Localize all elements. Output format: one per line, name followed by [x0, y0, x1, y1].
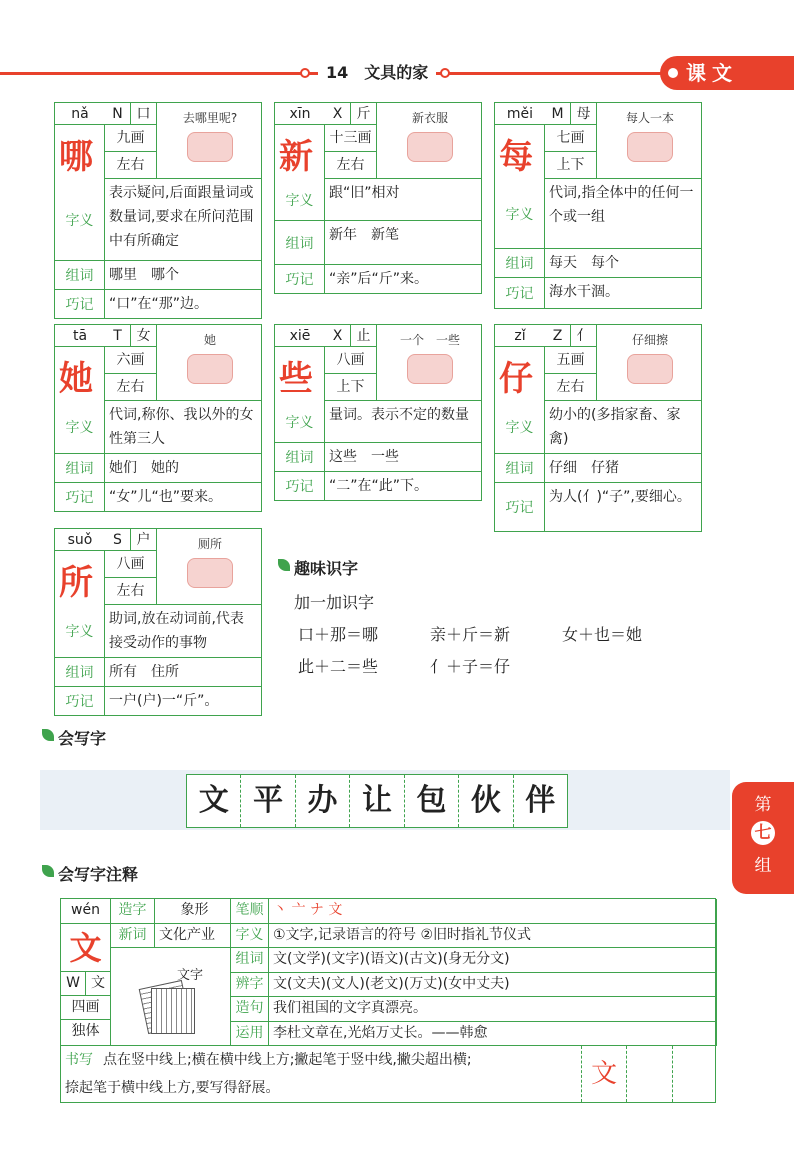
card-label-meaning: 字义	[55, 401, 105, 453]
card-row-words	[55, 454, 261, 483]
card-meaning: 助词,放在动词前,代表接受动作的事物	[109, 611, 244, 651]
fun-equation: 亻＋子＝仔	[430, 657, 511, 676]
card-char: 新	[279, 137, 313, 177]
illustration-figure	[407, 132, 453, 162]
card-label-words: 组词	[55, 454, 105, 482]
card-label-words: 组词	[275, 443, 325, 471]
group-tab-label2: 组	[754, 856, 772, 876]
card-words: 所有 住所	[109, 664, 179, 680]
paper-caption: 文字	[177, 968, 204, 983]
section-tab[interactable]: 课文	[660, 56, 794, 90]
note-char: 文	[61, 924, 111, 972]
card-words: 她们 她的	[109, 460, 179, 476]
char-card-suǒ	[54, 528, 262, 716]
group-tab-label: 第	[754, 795, 772, 815]
group-number: 七	[751, 821, 775, 845]
card-row-words	[55, 658, 261, 687]
card-char-cell	[55, 103, 105, 179]
illustration-caption: 一个 一些	[399, 333, 460, 347]
card-char: 仔	[499, 359, 533, 399]
card-header	[55, 103, 261, 179]
card-strokes: 十三画	[325, 125, 377, 152]
card-label-meaning: 字义	[275, 179, 325, 220]
card-row-meaning	[495, 401, 701, 454]
ziyi-label: 字义	[231, 924, 269, 948]
card-label-meaning: 字义	[275, 401, 325, 442]
write-char: 让	[350, 775, 404, 827]
write-char: 平	[241, 775, 295, 827]
zaozi-value: 象形	[155, 899, 231, 924]
card-label-tip: 巧记	[55, 483, 105, 511]
card-row-words	[495, 249, 701, 278]
card-words: 哪里 哪个	[109, 267, 179, 283]
card-radical: 口	[131, 103, 157, 125]
shuxie-row	[61, 1046, 581, 1102]
paper-sheet	[151, 988, 195, 1034]
card-label-tip: 巧记	[55, 290, 105, 318]
card-row-tip	[55, 290, 261, 318]
ziyi-value: ①文字,记录语言的符号 ②旧时指礼节仪式	[269, 924, 717, 948]
lesson-title: 14 文具的家	[318, 60, 436, 83]
shuxie-label: 书写	[65, 1052, 93, 1068]
xinci-value: 文化产业	[155, 924, 231, 948]
card-row-words	[275, 221, 481, 265]
shuxie-text: 点在竖中线上;横在横中线上方;撇起笔于竖中线,撇尖超出横;	[103, 1052, 472, 1068]
illustration-caption: 新衣服	[411, 111, 448, 125]
illustration-figure	[187, 558, 233, 588]
bishun-value: 丶 亠 ナ 文	[269, 899, 717, 924]
card-row-tip	[495, 278, 701, 308]
card-words: 新年 新笔	[329, 227, 399, 243]
illustration-caption: 去哪里呢?	[182, 111, 238, 125]
bianzi-label: 辨字	[231, 973, 269, 997]
card-structure: 左右	[105, 152, 157, 179]
card-row-meaning	[275, 179, 481, 221]
card-row-words	[275, 443, 481, 472]
write-grid	[186, 774, 568, 828]
yunyong-label: 运用	[231, 1022, 269, 1046]
card-tip: 为人(亻)“子”,要细心。	[549, 489, 691, 505]
card-words: 仔细 仔猪	[549, 460, 619, 476]
card-radical: 斤	[351, 103, 377, 125]
card-header	[495, 103, 701, 179]
card-char: 所	[59, 563, 93, 603]
card-illustration	[161, 535, 259, 601]
card-header	[275, 103, 481, 179]
zaoju-label: 造句	[231, 997, 269, 1022]
card-letter: X	[325, 103, 351, 125]
card-label-words: 组词	[275, 221, 325, 264]
fun-section-title: 趣味识字	[276, 556, 358, 579]
card-header	[55, 325, 261, 401]
card-illustration	[381, 331, 479, 397]
practice-cell[interactable]	[672, 1046, 717, 1102]
illustration-figure	[187, 354, 233, 384]
note-section-title: 会写字注释	[40, 862, 138, 885]
fun-equation: 亲＋斤＝新	[430, 625, 511, 644]
card-radical: 女	[131, 325, 157, 347]
card-letter: X	[325, 325, 351, 347]
illustration-caption: 每人一本	[625, 111, 674, 125]
card-illustration	[601, 331, 699, 397]
card-structure: 上下	[545, 152, 597, 179]
card-illustration	[381, 109, 479, 175]
practice-sample: 文	[581, 1046, 626, 1102]
card-pinyin: suǒ	[55, 529, 105, 551]
card-label-tip: 巧记	[275, 265, 325, 293]
card-label-words: 组词	[55, 658, 105, 686]
card-letter: Z	[545, 325, 571, 347]
header-dot-right	[440, 68, 450, 78]
card-strokes: 五画	[545, 347, 597, 374]
card-radical: 母	[571, 103, 597, 125]
card-words: 这些 一些	[329, 449, 399, 465]
illustration-caption: 她	[203, 333, 216, 347]
card-label-tip: 巧记	[275, 472, 325, 500]
illustration-figure	[627, 354, 673, 384]
card-radical: 户	[131, 529, 157, 551]
fun-subtitle: 加一加识字	[294, 593, 375, 612]
card-char-cell	[495, 103, 545, 179]
card-row-meaning	[275, 401, 481, 443]
write-char: 伴	[525, 783, 556, 818]
card-letter: M	[545, 103, 571, 125]
card-meaning: 跟“旧”相对	[329, 185, 400, 201]
card-header	[275, 325, 481, 401]
illustration-figure	[627, 132, 673, 162]
note-pinyin: wén	[61, 899, 111, 924]
card-strokes: 八画	[105, 551, 157, 578]
card-pinyin: tā	[55, 325, 105, 347]
paper-illustration	[111, 948, 231, 1046]
card-row-tip	[495, 483, 701, 531]
card-row-tip	[55, 687, 261, 715]
card-label-meaning: 字义	[495, 401, 545, 453]
group-tab[interactable]	[732, 782, 794, 894]
char-card-xiē	[274, 324, 482, 501]
card-structure: 左右	[105, 578, 157, 605]
card-row-meaning	[55, 401, 261, 454]
card-char-cell	[55, 529, 105, 605]
card-strokes: 六画	[105, 347, 157, 374]
card-meaning: 代词,指全体中的任何一个或一组	[549, 185, 694, 225]
write-char: 包	[405, 775, 459, 827]
card-row-meaning	[55, 179, 261, 261]
card-pinyin: měi	[495, 103, 545, 125]
card-label-words: 组词	[55, 261, 105, 289]
practice-cell[interactable]	[626, 1046, 671, 1102]
illustration-caption: 仔细擦	[631, 333, 668, 347]
write-char: 文	[187, 775, 241, 827]
card-tip: 海水干涸。	[549, 284, 619, 300]
illustration-figure	[187, 132, 233, 162]
bishun-label: 笔顺	[231, 899, 269, 924]
card-structure: 左右	[545, 374, 597, 401]
write-char: 伙	[459, 775, 513, 827]
card-label-words: 组词	[495, 454, 545, 482]
note-letter: W	[61, 972, 86, 996]
card-pinyin: xīn	[275, 103, 325, 125]
card-row-tip	[275, 265, 481, 293]
card-strokes: 七画	[545, 125, 597, 152]
card-illustration	[601, 109, 699, 175]
card-char: 她	[59, 359, 93, 399]
zuci-value: 文(文学)(文字)(语文)(古文)(身无分文)	[269, 948, 717, 973]
card-char: 些	[279, 359, 313, 399]
card-header	[55, 529, 261, 605]
xinci-label: 新词	[111, 924, 155, 948]
card-meaning: 幼小的(多指家畜、家禽)	[549, 407, 681, 447]
card-char-cell	[495, 325, 545, 401]
card-structure: 上下	[325, 374, 377, 401]
bianzi-value: 文(文夫)(文人)(老文)(万丈)(女中丈夫)	[269, 973, 717, 997]
card-row-meaning	[55, 605, 261, 658]
card-tip: “亲”后“斤”来。	[329, 271, 429, 287]
fun-equation: 口＋那＝哪	[298, 625, 379, 644]
card-label-words: 组词	[495, 249, 545, 277]
illustration-caption: 厕所	[197, 537, 222, 551]
char-card-nǎ	[54, 102, 262, 319]
yunyong-value: 李杜文章在,光焰万丈长。——韩愈	[269, 1022, 717, 1046]
card-letter: N	[105, 103, 131, 125]
char-card-tā	[54, 324, 262, 512]
card-strokes: 九画	[105, 125, 157, 152]
char-note-table	[60, 898, 716, 1103]
card-char-cell	[275, 103, 325, 179]
char-card-xīn	[274, 102, 482, 294]
char-card-zǐ	[494, 324, 702, 532]
card-words: 每天 每个	[549, 255, 619, 271]
card-char-cell	[275, 325, 325, 401]
card-pinyin: xiē	[275, 325, 325, 347]
write-char: 办	[296, 775, 350, 827]
card-row-tip	[275, 472, 481, 500]
card-letter: S	[105, 529, 131, 551]
illustration-figure	[407, 354, 453, 384]
zaozi-label: 造字	[111, 899, 155, 924]
header-dot-left	[300, 68, 310, 78]
card-meaning: 代词,称你、我以外的女性第三人	[109, 407, 254, 447]
char-card-měi	[494, 102, 702, 309]
note-strokes: 四画	[61, 996, 111, 1020]
card-tip: “二”在“此”下。	[329, 478, 429, 494]
card-row-words	[495, 454, 701, 483]
card-pinyin: nǎ	[55, 103, 105, 125]
card-label-tip: 巧记	[495, 483, 545, 531]
card-strokes: 八画	[325, 347, 377, 374]
card-char-cell	[55, 325, 105, 401]
card-label-tip: 巧记	[495, 278, 545, 308]
fun-equation: 此＋二＝些	[298, 657, 379, 676]
card-structure: 左右	[325, 152, 377, 179]
practice-grid	[581, 1046, 717, 1102]
card-char: 每	[499, 137, 533, 177]
card-header	[495, 325, 701, 401]
card-tip: “口”在“那”边。	[109, 296, 209, 312]
card-label-meaning: 字义	[55, 605, 105, 657]
card-pinyin: zǐ	[495, 325, 545, 347]
card-radical: 亻	[571, 325, 597, 347]
card-label-meaning: 字义	[55, 179, 105, 260]
shuxie-text2: 捺起笔于横中线上方,要写得舒展。	[65, 1080, 280, 1096]
card-structure: 左右	[105, 374, 157, 401]
fun-equation: 女＋也＝她	[562, 625, 643, 644]
card-tip: 一户(户)一“斤”。	[109, 693, 219, 709]
card-letter: T	[105, 325, 131, 347]
card-illustration	[161, 109, 259, 175]
card-row-meaning	[495, 179, 701, 249]
zaoju-value: 我们祖国的文字真漂亮。	[269, 997, 717, 1022]
card-tip: “女”儿“也”要来。	[109, 489, 223, 505]
note-radical: 文	[86, 972, 111, 996]
card-char: 哪	[59, 137, 93, 177]
card-row-tip	[55, 483, 261, 511]
card-meaning: 量词。表示不定的数量	[329, 407, 469, 423]
card-meaning: 表示疑问,后面跟量词或数量词,要求在所问范围中有所确定	[109, 185, 254, 249]
write-section-title: 会写字	[40, 726, 106, 749]
card-label-tip: 巧记	[55, 687, 105, 715]
card-radical: 止	[351, 325, 377, 347]
card-row-words	[55, 261, 261, 290]
card-illustration	[161, 331, 259, 397]
zuci-label: 组词	[231, 948, 269, 973]
note-structure: 独体	[61, 1020, 111, 1046]
card-label-meaning: 字义	[495, 179, 545, 248]
